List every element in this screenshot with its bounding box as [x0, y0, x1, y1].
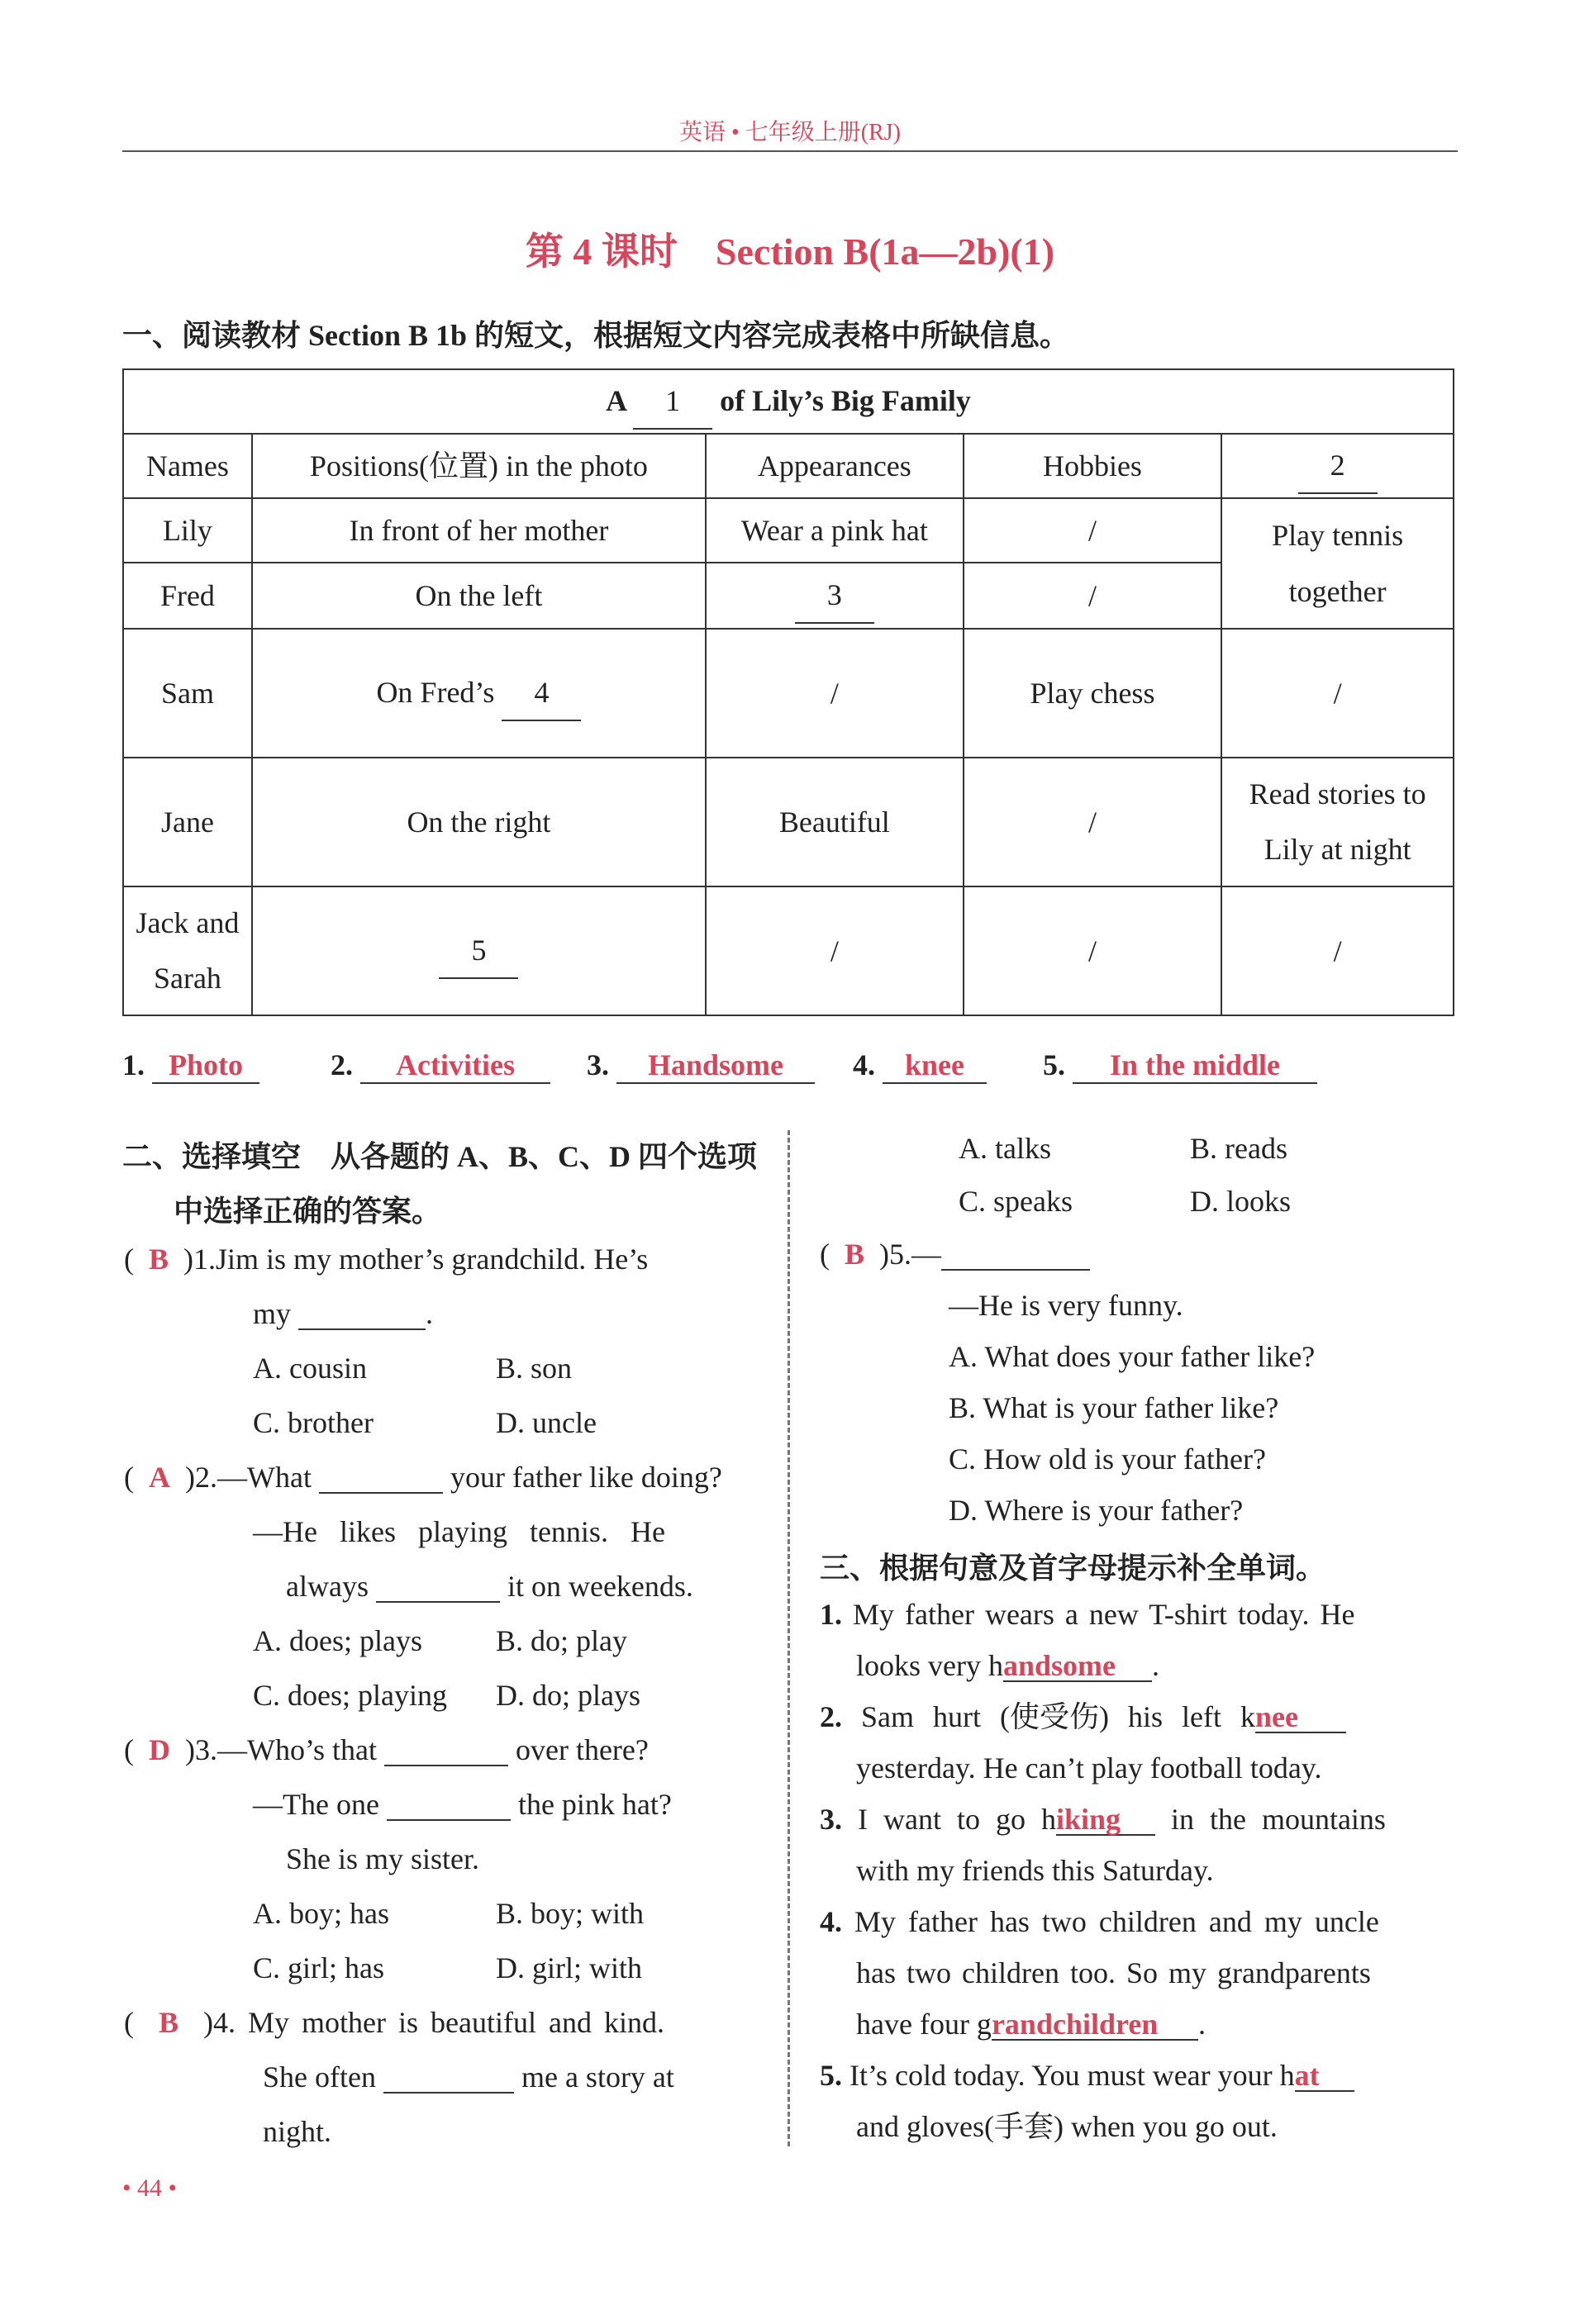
p3-item5-line2: and gloves(手套) when you go out.	[856, 2110, 1278, 2143]
p3-item1-l1: My father wears a new T-shirt today. He	[853, 1598, 1355, 1631]
header-rule	[122, 150, 1458, 152]
q3-option-a: A. boy; has	[253, 1897, 389, 1930]
cell-appearance: Beautiful	[706, 758, 964, 886]
q3-option-c: C. girl; has	[253, 1951, 384, 1984]
cell-name: Lily	[123, 498, 252, 563]
caption-rest: of Lily’s Big Family	[720, 383, 971, 417]
q4-line2	[263, 2062, 674, 2094]
q5-option-a: A. What does your father like?	[949, 1340, 1316, 1373]
q4-line3: night.	[263, 2115, 332, 2148]
cell-position: In front of her mother	[252, 498, 706, 563]
p3-item2-pre: Sam hurt (使受伤) his left k	[861, 1700, 1255, 1733]
q5-blank	[941, 1239, 1090, 1271]
answer-1	[122, 1048, 259, 1084]
q3-line3: She is my sister.	[286, 1842, 480, 1875]
answer-num: 2.	[331, 1048, 353, 1081]
q4-option-a: A. talks	[959, 1132, 1051, 1165]
q2-option-c: C. does; playing	[253, 1679, 447, 1712]
p3-item2-line2: yesterday. He can’t play football today.	[856, 1751, 1322, 1785]
p3-item1-pre: looks very h	[856, 1649, 1003, 1682]
p3-item1-line2	[856, 1651, 1159, 1682]
q5-option-d: D. Where is your father?	[949, 1494, 1244, 1527]
column-divider	[788, 1130, 790, 2146]
blank-1: 1	[633, 373, 712, 430]
cell-name: Jack and Sarah	[123, 886, 252, 1015]
p3-item2-num: 2.	[820, 1700, 842, 1733]
q5-option-c: C. How old is your father?	[949, 1442, 1266, 1476]
q4-num: )4.	[203, 2006, 236, 2039]
cell-name: Sam	[123, 629, 252, 758]
p3-item5-answer: at	[1295, 2060, 1354, 2092]
cell-merged-tennis: Play tennis together	[1221, 498, 1454, 629]
p3-item1-answer: andsome	[1003, 1651, 1152, 1682]
q2-l3post: it on weekends.	[507, 1570, 693, 1603]
table-caption	[123, 369, 1454, 434]
q1-option-c: C. brother	[253, 1406, 374, 1439]
q1-option-a: A. cousin	[253, 1352, 367, 1385]
q3-line2	[253, 1789, 672, 1821]
p3-item3-line1	[820, 1804, 1386, 1836]
table-row	[123, 629, 1454, 758]
cell-position: On the left	[252, 563, 706, 629]
q4-blank	[383, 2062, 514, 2094]
answer-num: 3.	[587, 1048, 609, 1081]
q4-stem: ( B )4. My mother is beautiful and kind.	[124, 2006, 664, 2039]
q2-option-a: A. does; plays	[253, 1624, 422, 1657]
cell-position	[252, 886, 706, 1015]
cell-position	[252, 629, 706, 758]
q5-num: )5.	[879, 1238, 912, 1271]
answer-num: 1.	[122, 1048, 145, 1081]
header-row	[123, 434, 1454, 498]
table-row	[123, 758, 1454, 886]
q5-dash: —	[911, 1238, 942, 1271]
q5-stem: ( B )5.—	[820, 1239, 1090, 1271]
q2-stem: ( A )2.—What your father like doing?	[124, 1461, 722, 1494]
cell-hobby: /	[964, 886, 1222, 1015]
q1-line2	[253, 1299, 433, 1330]
cell-hobby: /	[964, 563, 1222, 629]
q3-post: over there?	[515, 1733, 649, 1766]
q1-blank	[298, 1299, 426, 1330]
cell-appearance	[706, 563, 964, 629]
p3-item3-num: 3.	[820, 1803, 842, 1836]
q2-post: your father like doing?	[450, 1461, 722, 1494]
cell-appearance: Wear a pink hat	[706, 498, 964, 563]
p3-item3-line2: with my friends this Saturday.	[856, 1854, 1214, 1887]
answer-5	[1043, 1048, 1317, 1084]
answer-word: knee	[883, 1048, 987, 1084]
p3-item5-line1	[820, 2060, 1354, 2092]
q3-blank-2	[387, 1789, 511, 1821]
p3-item1-num: 1.	[820, 1598, 842, 1631]
answer-word: Activities	[360, 1048, 550, 1084]
answer-word: In the middle	[1073, 1048, 1317, 1084]
answer-num: 4.	[853, 1048, 875, 1081]
p3-item4-line1	[820, 1907, 1379, 1937]
cell-name: Jane	[123, 758, 252, 886]
q5-line2: —He is very funny.	[949, 1289, 1183, 1322]
cell-hobby: /	[964, 498, 1222, 563]
q2-option-b: B. do; play	[496, 1624, 627, 1657]
q3-l2pre: —The one	[253, 1788, 379, 1821]
q1-dot: .	[426, 1297, 434, 1330]
q4-l2pre: She often	[263, 2060, 376, 2094]
header-hobbies: Hobbies	[964, 434, 1222, 498]
q5-answer: B	[845, 1238, 865, 1271]
answer-num: 5.	[1043, 1048, 1065, 1081]
q3-option-b: B. boy; with	[496, 1897, 645, 1930]
q3-blank-1	[384, 1735, 508, 1766]
cell-appearance: /	[706, 886, 964, 1015]
p3-item2-answer: nee	[1255, 1702, 1346, 1733]
answer-word: Handsome	[616, 1048, 815, 1084]
q2-line3	[286, 1571, 693, 1603]
blank-4: 4	[502, 665, 581, 722]
q1-option-b: B. son	[496, 1352, 573, 1385]
cell-appearance: /	[706, 629, 964, 758]
q2-line2: —He likes playing tennis. He	[253, 1515, 665, 1548]
page-number: • 44 •	[122, 2174, 178, 2202]
answer-4	[853, 1048, 987, 1084]
p3-item3-pre: I want to go h	[858, 1803, 1056, 1836]
answer-3	[587, 1048, 815, 1084]
p3-item5-pre: It’s cold today. You must wear your h	[849, 2059, 1295, 2092]
q4-option-c: C. speaks	[959, 1185, 1073, 1218]
q4-text: My mother is beautiful and kind.	[248, 2006, 664, 2039]
info-table	[122, 368, 1454, 1016]
p3-item5-num: 5.	[820, 2059, 842, 2092]
cell-col5: Read stories to Lily at night	[1221, 758, 1454, 886]
caption-a: A	[606, 383, 626, 417]
part1-title: 一、阅读教材 Section B 1b 的短文，根据短文内容完成表格中所缺信息。	[122, 319, 1070, 352]
q2-answer: A	[149, 1461, 170, 1494]
q3-answer: D	[149, 1733, 170, 1766]
p3-item4-num: 4.	[820, 1905, 842, 1938]
table-row	[123, 498, 1454, 563]
q1-answer: B	[149, 1243, 169, 1276]
q5-option-b: B. What is your father like?	[949, 1391, 1279, 1424]
p3-item4-line3	[856, 2009, 1206, 2041]
q2-l3pre: always	[286, 1570, 369, 1603]
blank-5: 5	[439, 923, 518, 980]
answer-2	[331, 1048, 550, 1084]
cell-col5: /	[1221, 886, 1454, 1015]
q2-blank-2	[376, 1571, 500, 1603]
q1-option-d: D. uncle	[496, 1406, 597, 1439]
cell-col5: /	[1221, 629, 1454, 758]
p3-item3-answer: iking	[1056, 1804, 1155, 1836]
blank-2: 2	[1298, 438, 1378, 495]
lesson-title: 第 4 课时 Section B(1a—2b)(1)	[525, 230, 1055, 273]
cell-position: On the right	[252, 758, 706, 886]
q3-stem: ( D )3.—Who’s that over there?	[124, 1733, 649, 1766]
q3-l2post: the pink hat?	[517, 1788, 672, 1821]
part2-title-line1: 二、选择填空 从各题的 A、B、C、D 四个选项	[122, 1140, 758, 1173]
q1-num: )1.	[183, 1243, 217, 1276]
q1-text: Jim is my mother’s grandchild. He’s	[216, 1243, 649, 1276]
q2-blank-1	[319, 1462, 443, 1494]
q1-stem: ( B )1.Jim is my mother’s grandchild. He’s	[124, 1243, 649, 1276]
q4-option-b: B. reads	[1190, 1132, 1287, 1165]
part3-title: 三、根据句意及首字母提示补全单词。	[820, 1552, 1326, 1585]
p3-item3-post: in the mountains	[1170, 1803, 1386, 1836]
header-names: Names	[123, 434, 252, 498]
p3-item4-pre: have four g	[856, 2008, 992, 2041]
header-positions: Positions(位置) in the photo	[252, 434, 706, 498]
p3-item2-line1	[820, 1702, 1346, 1733]
p3-item4-l1: My father has two children and my uncle	[854, 1905, 1379, 1938]
blank-3: 3	[795, 568, 874, 625]
running-header: 英语 • 七年级上册(RJ)	[678, 120, 902, 145]
q3-pre: —Who’s that	[217, 1733, 377, 1766]
header-blank-2	[1221, 434, 1454, 498]
table-row	[123, 886, 1454, 1015]
q2-option-d: D. do; plays	[496, 1679, 640, 1712]
p3-item4-post: .	[1197, 2008, 1206, 2041]
cell-name: Fred	[123, 563, 252, 629]
q4-option-d: D. looks	[1190, 1185, 1292, 1218]
q3-num: )3.	[185, 1733, 217, 1766]
q4-answer: B	[159, 2006, 179, 2039]
p3-item1-line1	[820, 1599, 1355, 1629]
part2-title-line2: 中选择正确的答案。	[174, 1195, 442, 1228]
cell-hobby: Play chess	[964, 629, 1222, 758]
q3-option-d: D. girl; with	[496, 1951, 642, 1984]
position-text: On Fred’s	[376, 675, 495, 709]
q4-l2post: me a story at	[521, 2060, 674, 2094]
header-appearances: Appearances	[706, 434, 964, 498]
p3-item4-answer: randchildren	[992, 2009, 1198, 2041]
answer-word: Photo	[152, 1048, 259, 1084]
q2-num: )2.	[185, 1461, 217, 1494]
cell-hobby: /	[964, 758, 1222, 886]
p3-item1-post: .	[1151, 1649, 1159, 1682]
q2-pre: —What	[217, 1461, 312, 1494]
q1-line2-text: my	[253, 1297, 292, 1330]
p3-item4-line2: has two children too. So my grandparents	[856, 1956, 1371, 1989]
